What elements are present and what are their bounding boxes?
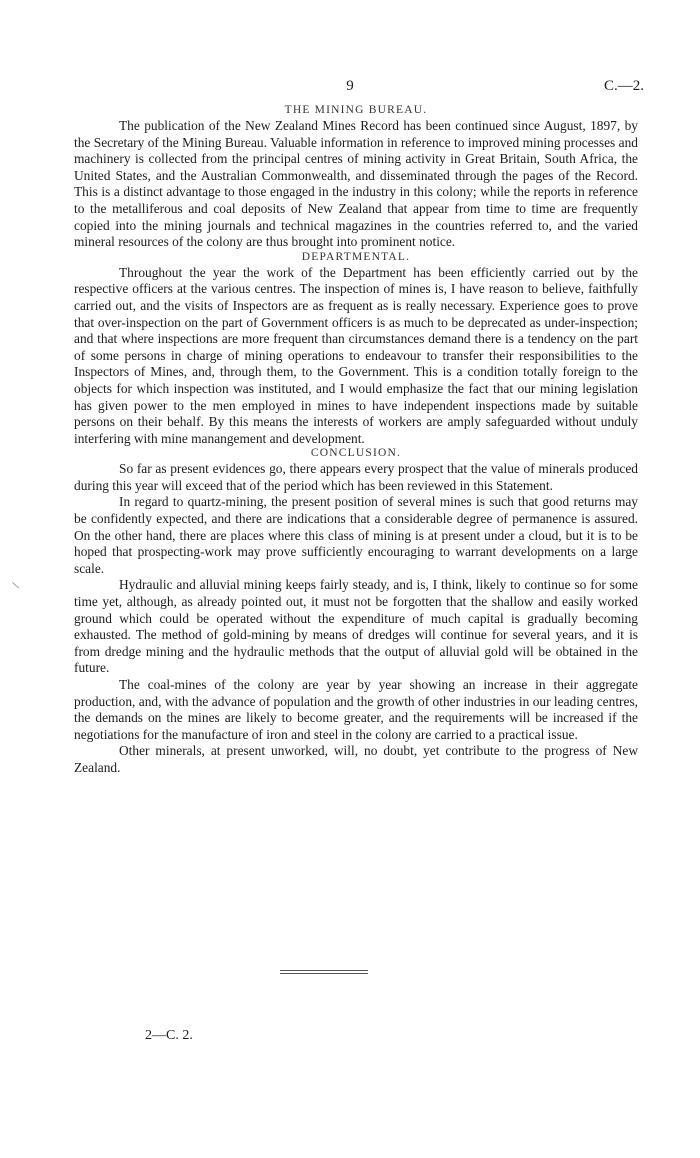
- page-body: [74, 104, 638, 777]
- section-conclusion: [74, 447, 638, 776]
- paragraph: The publication of the New Zealand Mines Record has been continued since August, 1897, by the Secretary of the Mining Bureau. Valuable information in reference to improved mining processes and machinery is collected from the principal centres of mining activity in Great Britain, South Africa, the United States, and the Australian Commonwealth, and disseminated through the pages of the Record. This is a distinct advantage to those engaged in the industry in this colony; while the reports in reference to the metalliferous and coal deposits of New Zealand that appear from time to time are frequently copied into the mining journals and technical magazines in the countries referred to, and the varied mineral resources of the colony are thus brought into prominent notice.: [74, 118, 638, 250]
- section-heading: CONCLUSION.: [310, 447, 402, 460]
- section-mining-bureau: [74, 104, 638, 251]
- section-departmental: [74, 251, 638, 448]
- paragraph: Other minerals, at present unworked, will, no doubt, yet contribute to the progress of New Zealand.: [74, 743, 638, 775]
- paragraph: The coal-mines of the colony are year by year showing an increase in their aggregate production, and, with the advance of population and the growth of other industries in our leading centres, the demands on the mines are likely to become greater, and the requirements will be increased if the negotiations for the manufacture of iron and steel in the colony are carried to a practical issue.: [74, 677, 638, 742]
- paragraph: Throughout the year the work of the Department has been efficiently carried out by the respective officers at the various centres. The inspection of mines is, I have reason to believe, faithfully carried out, and the visits of Inspectors are as frequent as is really necessary. Experience goes to prove that over-inspection on the part of Government officers is as much to be deprecated as under-inspection; and that where inspections are more frequent than circumstances demand there is a tendency on the part of some persons in charge of mining operations to endeavour to transfer their responsibilities to the Inspectors of Mines, and, through them, to the Government. This is a condition totally foreign to the objects for which inspection was instituted, and I would emphasize the fact that our mining legislation has given power to the men employed in mines to have independent inspections made by suitable persons on their behalf. By this means the interests of workers are amply safeguarded without unduly interfering with mine manangement and development.: [74, 264, 638, 446]
- page-number: 9: [346, 78, 354, 94]
- footer-signature-code: 2—C. 2.: [145, 1028, 193, 1043]
- paragraph: Hydraulic and alluvial mining keeps fairly steady, and is, I think, likely to continue so for some time yet, although, as already pointed out, it must not be forgotten that the shallow and easily worked ground which could be operated without the expenditure of much capital is gradually becoming exhausted. The method of gold-mining by means of dredges will continue for several years, and it is from dredge mining and the hydraulic methods that the output of alluvial gold will be obtained in the future.: [74, 577, 638, 676]
- paragraph: So far as present evidences go, there appears every prospect that the value of minerals produced during this year will exceed that of the period which has been reviewed in this Statement.: [74, 461, 638, 493]
- section-heading: THE MINING BUREAU.: [284, 104, 428, 116]
- section-heading: DEPARTMENTAL.: [301, 250, 411, 263]
- document-reference: C.—2.: [603, 78, 644, 94]
- margin-mark: \: [10, 578, 21, 592]
- paragraph: In regard to quartz-mining, the present position of several mines is such that good returns may be confidently expected, and there are indications that a considerable degree of permanence is assured. On the other hand, there are places where this class of mining is at present under a cloud, but it is to be hoped that prospecting-work may prove sufficiently encouraging to warrant developments on a large scale.: [74, 494, 638, 576]
- section-divider-rule: [280, 970, 368, 976]
